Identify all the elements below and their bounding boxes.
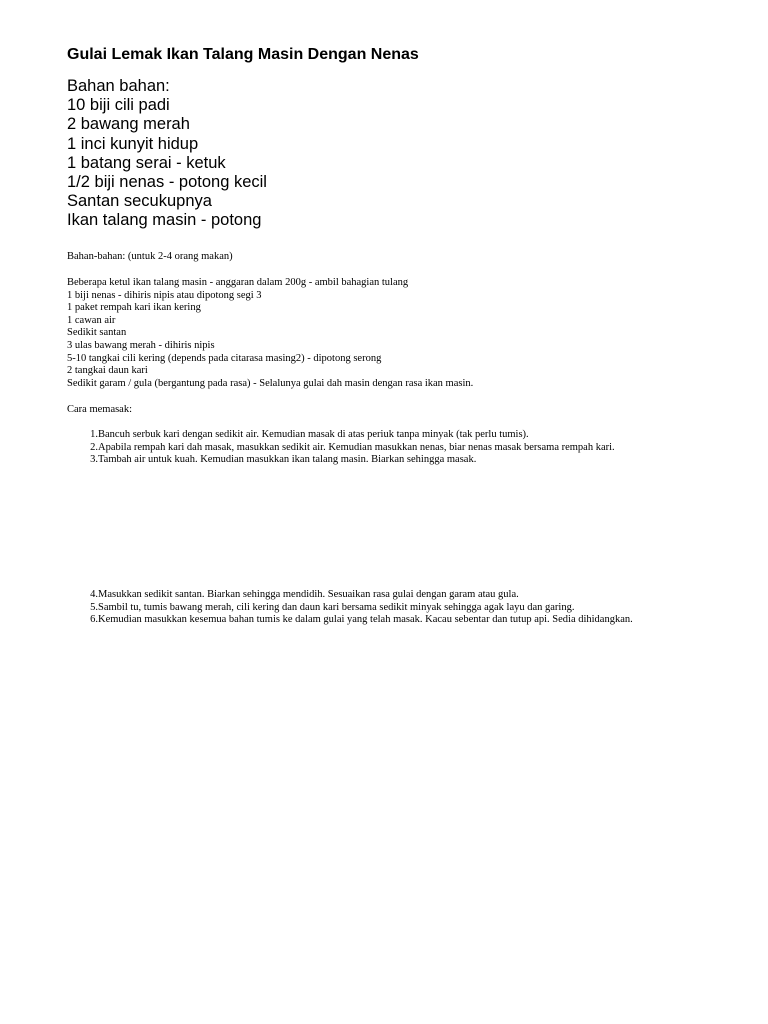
ingredients-large-section xyxy=(67,77,267,231)
ingredient-item: 2 bawang merah xyxy=(67,115,190,134)
ingredients-small-list xyxy=(67,277,473,390)
method-step xyxy=(67,429,615,442)
ingredients-large-heading: Bahan bahan: xyxy=(67,77,170,95)
ingredient-item: 1 batang serai - ketuk xyxy=(67,153,226,172)
ingredient-item: 1 inci kunyit hidup xyxy=(67,134,199,153)
method-step xyxy=(67,614,633,627)
ingredient-item: Santan secukupnya xyxy=(67,192,212,211)
ingredient-detail-item: 2 tangkai daun kari xyxy=(67,365,148,377)
ingredient-detail-item: 3 ulas bawang merah - dihiris nipis xyxy=(67,339,215,351)
ingredient-detail-item: 1 cawan air xyxy=(67,314,116,326)
recipe-title: Gulai Lemak Ikan Talang Masin Dengan Nenas xyxy=(67,46,419,63)
ingredient-detail-item: Sedikit garam / gula (bergantung pada rasa) - Selalunya gulai dah masin dengan rasa ikan masin. xyxy=(67,377,474,389)
step-text: Tambah air untuk kuah. Kemudian masukkan ikan talang masin. Biarkan sehingga masak. xyxy=(98,454,477,466)
ingredient-detail-item: Beberapa ketul ikan talang masin - anggaran dalam 200g - ambil bahagian tulang xyxy=(67,277,409,288)
step-number: 5. xyxy=(90,601,98,613)
step-text: Kemudian masukkan kesemua bahan tumis ke dalam gulai yang telah masak. Kacau sebentar dan tutup api. Sedia dihidangkan. xyxy=(98,614,633,626)
method-step xyxy=(67,602,633,615)
ingredient-item: 1/2 biji nenas - potong kecil xyxy=(67,173,267,192)
ingredient-detail-item: Sedikit santan xyxy=(67,327,127,339)
ingredient-item: 10 biji cili padi xyxy=(67,96,170,115)
step-text: Masukkan sedikit santan. Biarkan sehingga mendidih. Sesuaikan rasa gulai dengan garam atau gula. xyxy=(98,589,519,600)
method-heading: Cara memasak: xyxy=(67,404,133,415)
method-steps-part2 xyxy=(67,589,633,627)
ingredient-item: Ikan talang masin - potong xyxy=(67,211,262,230)
step-number: 3. xyxy=(90,454,98,466)
ingredients-small-heading: Bahan-bahan: (untuk 2-4 orang makan) xyxy=(67,251,233,262)
step-text: Apabila rempah kari dah masak, masukkan sedikit air. Kemudian masukkan nenas, biar nenas masak bersama rempah kari. xyxy=(98,441,615,453)
method-step xyxy=(67,589,633,602)
method-step xyxy=(67,442,615,455)
step-number: 1. xyxy=(90,429,98,440)
step-text: Bancuh serbuk kari dengan sedikit air. Kemudian masak di atas periuk tanpa minyak (tak perlu tumis). xyxy=(98,429,529,440)
step-number: 2. xyxy=(90,441,98,453)
step-text: Sambil tu, tumis bawang merah, cili kering dan daun kari bersama sedikit minyak sehingga agak layu dan garing. xyxy=(98,601,575,613)
ingredient-detail-item: 5-10 tangkai cili kering (depends pada citarasa masing2) - dipotong serong xyxy=(67,352,382,364)
step-number: 6. xyxy=(90,614,98,626)
ingredient-detail-item: 1 biji nenas - dihiris nipis atau dipotong segi 3 xyxy=(67,289,262,301)
step-number: 4. xyxy=(90,589,98,600)
ingredient-detail-item: 1 paket rempah kari ikan kering xyxy=(67,302,201,314)
method-steps-part1 xyxy=(67,429,615,467)
method-step xyxy=(67,454,615,467)
